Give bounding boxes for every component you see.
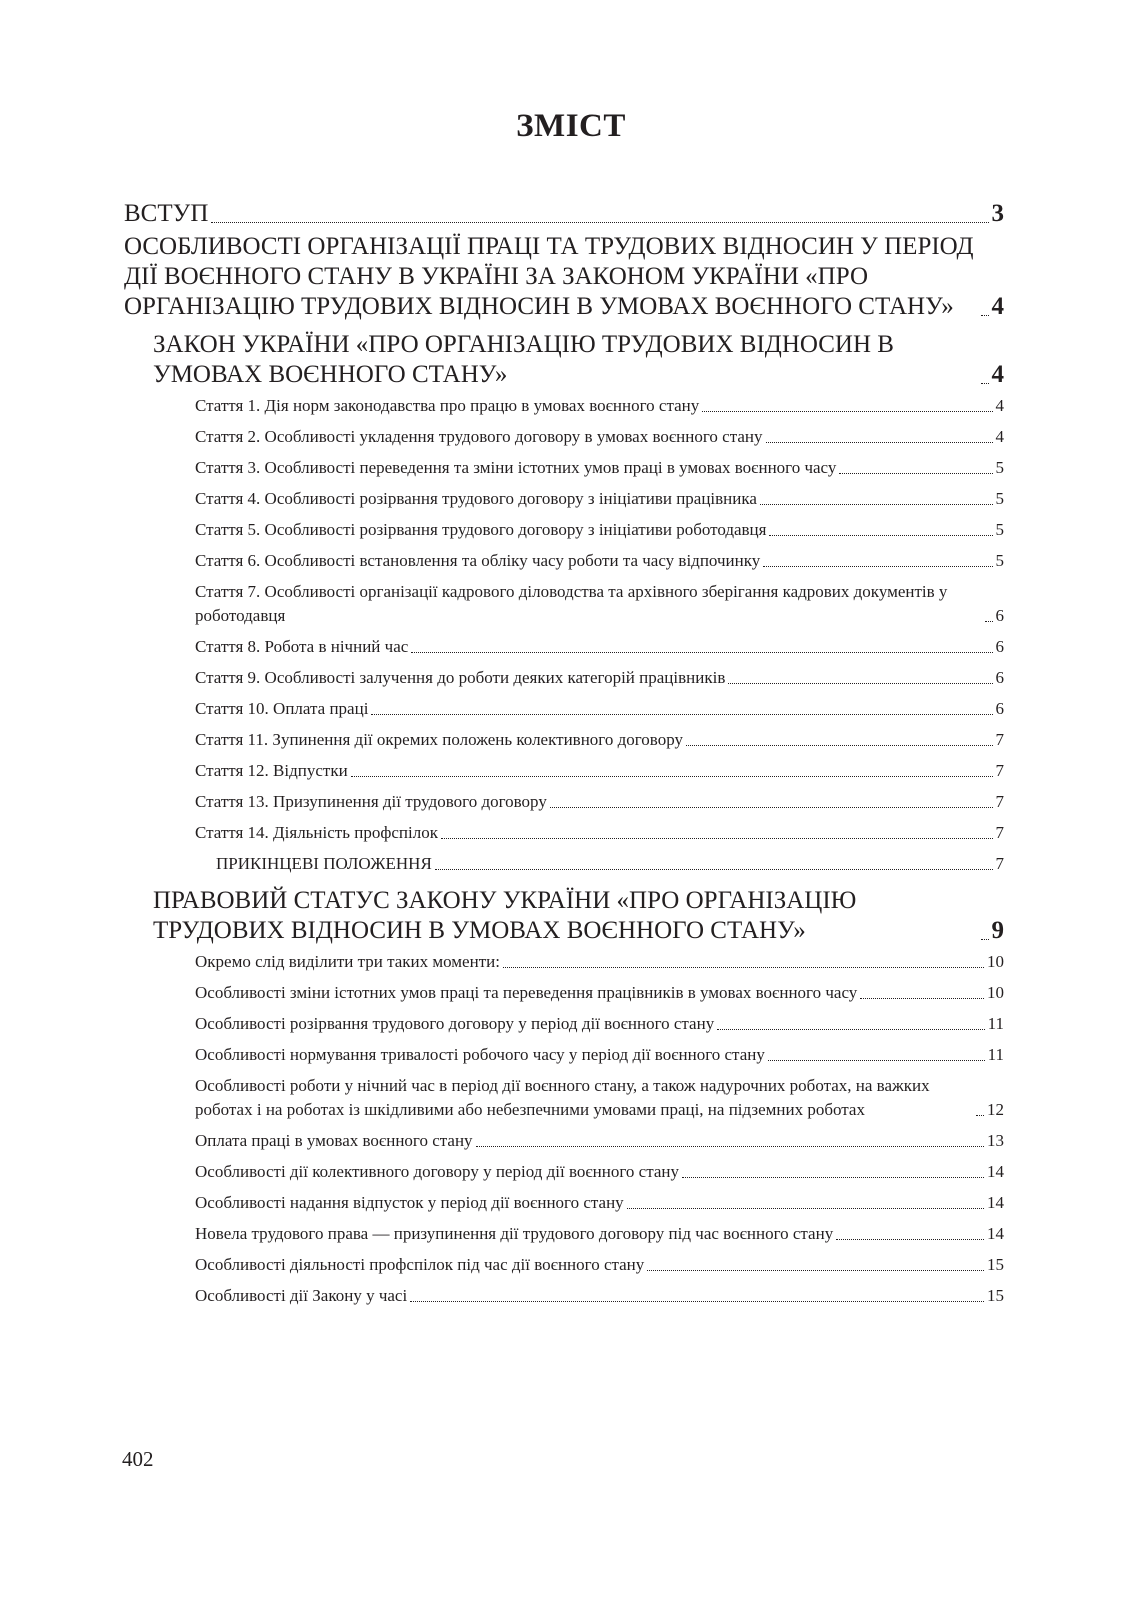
toc-entry-article-3[interactable]: [195, 456, 1004, 480]
toc-page-number: 7: [995, 854, 1004, 873]
toc-entry-article-2[interactable]: [195, 425, 1004, 449]
toc-entry-text: Стаття 6. Особливості встановлення та обліку часу роботи та часу відпочинку: [195, 551, 761, 570]
dot-leader: [981, 315, 989, 316]
dot-leader: [550, 807, 993, 808]
toc-page-number: 11: [987, 1045, 1004, 1064]
toc-page-number: 7: [995, 761, 1004, 780]
toc-page-number: 5: [995, 520, 1004, 539]
toc-page-number: 7: [995, 823, 1004, 842]
toc-entry-subsection[interactable]: [195, 1160, 1004, 1184]
toc-page-number: 10: [987, 952, 1004, 971]
toc-page-number: 4: [995, 427, 1004, 446]
toc-entry-article-10[interactable]: [195, 697, 1004, 721]
dot-leader: [768, 1060, 985, 1061]
toc-entry-subsection[interactable]: [195, 1012, 1004, 1036]
dot-leader: [702, 411, 992, 412]
toc-entry-article-6[interactable]: [195, 549, 1004, 573]
toc-page-number: 7: [995, 730, 1004, 749]
toc-entry-intro[interactable]: [124, 199, 1004, 229]
toc-entry-article-1[interactable]: [195, 394, 1004, 418]
dot-leader: [211, 222, 988, 223]
dot-leader: [686, 745, 993, 746]
dot-leader: [435, 869, 993, 870]
toc-entry-text: Стаття 5. Особливості розірвання трудового договору з ініціативи роботодавця: [195, 520, 767, 539]
toc-entry-text: Стаття 7. Особливості організації кадрового діловодства та архівного зберігання кадрових документів у роботодавця: [195, 582, 948, 625]
toc-page-number: 11: [987, 1014, 1004, 1033]
dot-leader: [728, 683, 992, 684]
dot-leader: [763, 566, 992, 567]
toc-entry-text: Особливості дії колективного договору у період дії воєнного стану: [195, 1162, 679, 1181]
toc-entry-text: ЗАКОН УКРАЇНИ «ПРО ОРГАНІЗАЦІЮ ТРУДОВИХ ВІДНОСИН В УМОВАХ ВОЄННОГО СТАНУ»: [153, 331, 894, 388]
dot-leader: [627, 1208, 984, 1209]
toc-entry-article-8[interactable]: [195, 635, 1004, 659]
toc-entry-subsection[interactable]: [195, 1191, 1004, 1215]
toc-entry-article-7[interactable]: [195, 580, 1004, 628]
dot-leader: [985, 621, 993, 622]
dot-leader: [860, 998, 984, 999]
toc-entry-article-11[interactable]: [195, 728, 1004, 752]
toc-entry-text: Оплата праці в умовах воєнного стану: [195, 1131, 473, 1150]
toc-page-number: 6: [995, 668, 1004, 687]
toc-entry-article-12[interactable]: [195, 759, 1004, 783]
toc-entry-article-5[interactable]: [195, 518, 1004, 542]
page-number: 402: [122, 1447, 154, 1471]
dot-leader: [503, 967, 984, 968]
dot-leader: [717, 1029, 984, 1030]
toc-entry-text: Стаття 1. Дія норм законодавства про працю в умовах воєнного стану: [195, 396, 700, 415]
toc-entry-legal-status[interactable]: [153, 886, 1004, 946]
toc-page-number: 14: [987, 1193, 1004, 1212]
toc-entry-text: Особливості дії Закону у часі: [195, 1286, 408, 1305]
toc-entry-text: Стаття 9. Особливості залучення до роботи деяких категорій працівників: [195, 668, 726, 687]
toc-page-number: 15: [987, 1286, 1004, 1305]
toc-entry-text: Окремо слід виділити три таких моменти:: [195, 952, 500, 971]
dot-leader: [769, 535, 992, 536]
toc-entry-subsection[interactable]: [195, 950, 1004, 974]
toc-entry-text: Стаття 3. Особливості переведення та зміни істотних умов праці в умовах воєнного часу: [195, 458, 837, 477]
toc-entry-subsection[interactable]: [195, 1253, 1004, 1277]
toc-page-number: 7: [995, 792, 1004, 811]
toc-page-number: 6: [995, 606, 1004, 625]
toc-page-number: 6: [995, 637, 1004, 656]
toc-entry-law[interactable]: [153, 330, 1004, 390]
dot-leader: [981, 939, 989, 940]
toc-entry-text: Стаття 13. Призупинення дії трудового договору: [195, 792, 547, 811]
dot-leader: [411, 652, 992, 653]
toc-entry-text: Стаття 12. Відпустки: [195, 761, 348, 780]
page-title: ЗМІСТ: [516, 108, 626, 144]
dot-leader: [981, 383, 989, 384]
toc-entry-text: Особливості розірвання трудового договору у період дії воєнного стану: [195, 1014, 715, 1033]
toc-page-number: 14: [987, 1224, 1004, 1243]
toc-page-number: 14: [987, 1162, 1004, 1181]
toc-page-number: 4: [991, 293, 1004, 320]
toc-entry-subsection[interactable]: [195, 1043, 1004, 1067]
toc-entry-text: Стаття 10. Оплата праці: [195, 699, 369, 718]
toc-entry-text: Особливості надання відпусток у період дії воєнного стану: [195, 1193, 624, 1212]
toc-page-number: 5: [995, 458, 1004, 477]
dot-leader: [441, 838, 993, 839]
dot-leader: [351, 776, 993, 777]
dot-leader: [410, 1301, 984, 1302]
toc-entry-text: ПРАВОВИЙ СТАТУС ЗАКОНУ УКРАЇНИ «ПРО ОРГАНІЗАЦІЮ ТРУДОВИХ ВІДНОСИН В УМОВАХ ВОЄННОГО СТАНУ»: [153, 887, 857, 944]
toc-entry-final-provisions[interactable]: [195, 852, 1004, 876]
toc-entry-text: Особливості нормування тривалості робочого часу у період дії воєнного стану: [195, 1045, 765, 1064]
dot-leader: [839, 473, 992, 474]
toc-entry-subsection[interactable]: [195, 1129, 1004, 1153]
toc-entry-text: ПРИКІНЦЕВІ ПОЛОЖЕННЯ: [216, 854, 432, 873]
toc-entry-article-9[interactable]: [195, 666, 1004, 690]
toc-entry-article-4[interactable]: [195, 487, 1004, 511]
toc-entry-text: Особливості зміни істотних умов праці та переведення працівників в умовах воєнного часу: [195, 983, 858, 1002]
toc-entry-text: Стаття 14. Діяльність профспілок: [195, 823, 438, 842]
toc-entry-text: Стаття 11. Зупинення дії окремих положень колективного договору: [195, 730, 683, 749]
toc-page-number: 4: [995, 396, 1004, 415]
toc-page-number: 5: [995, 551, 1004, 570]
toc-entry-text: ОСОБЛИВОСТІ ОРГАНІЗАЦІЇ ПРАЦІ ТА ТРУДОВИХ ВІДНОСИН У ПЕРІОД ДІЇ ВОЄННОГО СТАНУ В УКРАЇНІ ЗА ЗАКОНОМ УКРАЇНИ «ПРО ОРГАНІЗАЦІЮ ТРУДОВИХ ВІДНОСИН В УМОВАХ ВОЄННОГО СТАНУ»: [124, 233, 974, 320]
dot-leader: [836, 1239, 984, 1240]
toc-entry-article-14[interactable]: [195, 821, 1004, 845]
dot-leader: [682, 1177, 984, 1178]
dot-leader: [766, 442, 993, 443]
toc-entry-text: Новела трудового права — призупинення дії трудового договору під час воєнного стану: [195, 1224, 834, 1243]
toc-entry-text: Особливості роботи у нічний час в період дії воєнного стану, а також надурочних роботах, на важких роботах і на роботах із шкідливими або небезпечними умовами праці, на підземних роботах: [195, 1076, 930, 1119]
toc-page-number: 3: [991, 200, 1004, 227]
toc-page-number: 6: [995, 699, 1004, 718]
toc-entry-text: Стаття 4. Особливості розірвання трудового договору з ініціативи працівника: [195, 489, 757, 508]
toc-entry-subsection[interactable]: [195, 1074, 1004, 1122]
dot-leader: [760, 504, 993, 505]
toc-page-number: 4: [991, 361, 1004, 388]
toc-entry-text: Особливості діяльності профспілок під час дії воєнного стану: [195, 1255, 645, 1274]
toc-entry-text: Стаття 8. Робота в нічний час: [195, 637, 409, 656]
dot-leader: [976, 1115, 984, 1116]
toc-entry-text: Стаття 2. Особливості укладення трудового договору в умовах воєнного стану: [195, 427, 763, 446]
toc-page-number: 12: [987, 1100, 1004, 1119]
dot-leader: [647, 1270, 984, 1271]
toc-page-number: 13: [987, 1131, 1004, 1150]
toc-entry-text: ВСТУП: [124, 200, 209, 227]
toc-page-number: 5: [995, 489, 1004, 508]
toc-entry-part-1[interactable]: [124, 232, 1004, 322]
dot-leader: [371, 714, 992, 715]
dot-leader: [476, 1146, 984, 1147]
toc-page-number: 10: [987, 983, 1004, 1002]
table-of-contents: [124, 199, 1004, 1315]
toc-entry-subsection[interactable]: [195, 1284, 1004, 1308]
toc-page-number: 15: [987, 1255, 1004, 1274]
toc-entry-subsection[interactable]: [195, 1222, 1004, 1246]
toc-entry-article-13[interactable]: [195, 790, 1004, 814]
toc-page-number: 9: [991, 917, 1004, 944]
toc-entry-subsection[interactable]: [195, 981, 1004, 1005]
